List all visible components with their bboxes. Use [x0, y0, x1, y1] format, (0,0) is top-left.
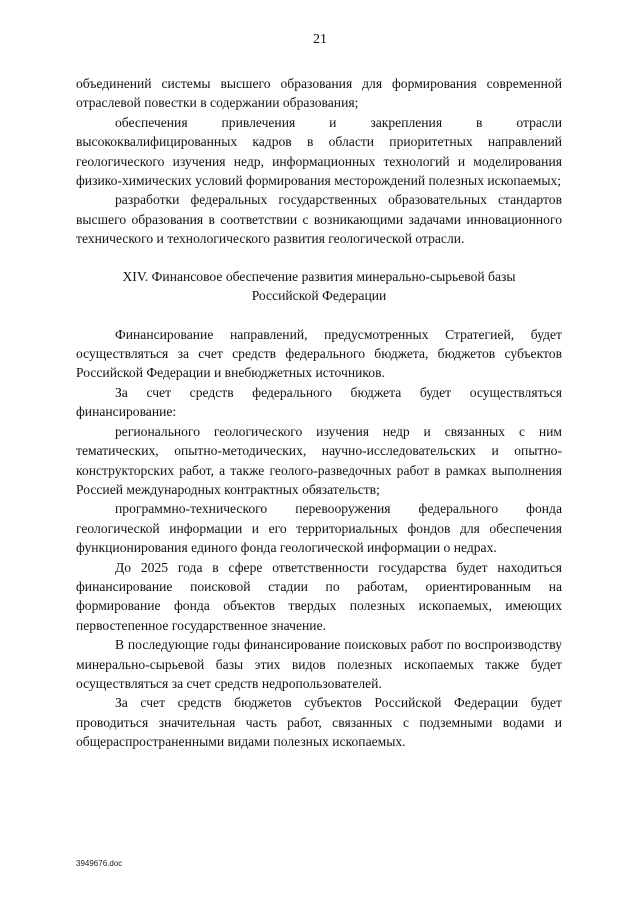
- section-heading-line-2: Российской Федерации: [251, 287, 387, 303]
- paragraph-personnel: обеспечения привлечения и закрепления в отрасли высококвалифицированных кадров в области приоритетных направлений геологического изучения недр, информационных технологий и моделирования физико-химических условий формирования месторождений полезных ископаемых;: [76, 114, 562, 189]
- section-heading-line-1: XIV. Финансовое обеспечение развития минерально-сырьевой базы: [122, 268, 516, 284]
- footer-document-code: 3949676.doc: [76, 859, 123, 868]
- paragraph-education-associations: объединений системы высшего образования для формирования современной отраслевой повестки в содержании образования;: [76, 76, 562, 111]
- paragraph-standards: разработки федеральных государственных образовательных стандартов высшего образования в соответствии с возникающими задачами инновационного технического и технологического развития геологической отрасли.: [76, 192, 562, 247]
- paragraph-rearmament: программно-технического перевооружения федерального фонда геологической информации и его территориальных фондов для обеспечения функционирования единого фонда геологической информации о недрах.: [76, 501, 562, 556]
- paragraph-federal-budget: За счет средств федерального бюджета будет осуществляться финансирование:: [76, 384, 562, 420]
- paragraph-following-years: В последующие годы финансирование поисковых работ по воспроизводству минерально-сырьевой базы этих видов полезных ископаемых также будет осуществляться за счет средств недропользователей.: [76, 637, 562, 691]
- paragraph-until-2025: До 2025 года в сфере ответственности государства будет находиться финансирование поисковой стадии по работам, ориентированным на формирование фонда объектов твердых полезных ископаемых, имеющих первостепенное государственное значение.: [76, 559, 562, 633]
- paragraph-regional-study: регионального геологического изучения недр и связанных с ним тематических, опытно-методических, научно-исследовательских и опытно-конструкторских работ, а также геолого-разведочных работ в рамках выполнения Россией международных контрактных обязательств;: [76, 423, 562, 497]
- paragraph-regional-budgets: За счет средств бюджетов субъектов Российской Федерации будет проводиться значительная часть работ, связанных с подземными водами и общераспространенными видами полезных ископаемых.: [76, 695, 562, 750]
- document-body: [76, 74, 562, 752]
- paragraph-funding-sources: Финансирование направлений, предусмотренных Стратегией, будет осуществляться за счет средств федерального бюджета, бюджетов субъектов Российской Федерации и внебюджетных источников.: [76, 326, 562, 381]
- page-number: 21: [313, 32, 327, 47]
- section-heading: [76, 267, 562, 305]
